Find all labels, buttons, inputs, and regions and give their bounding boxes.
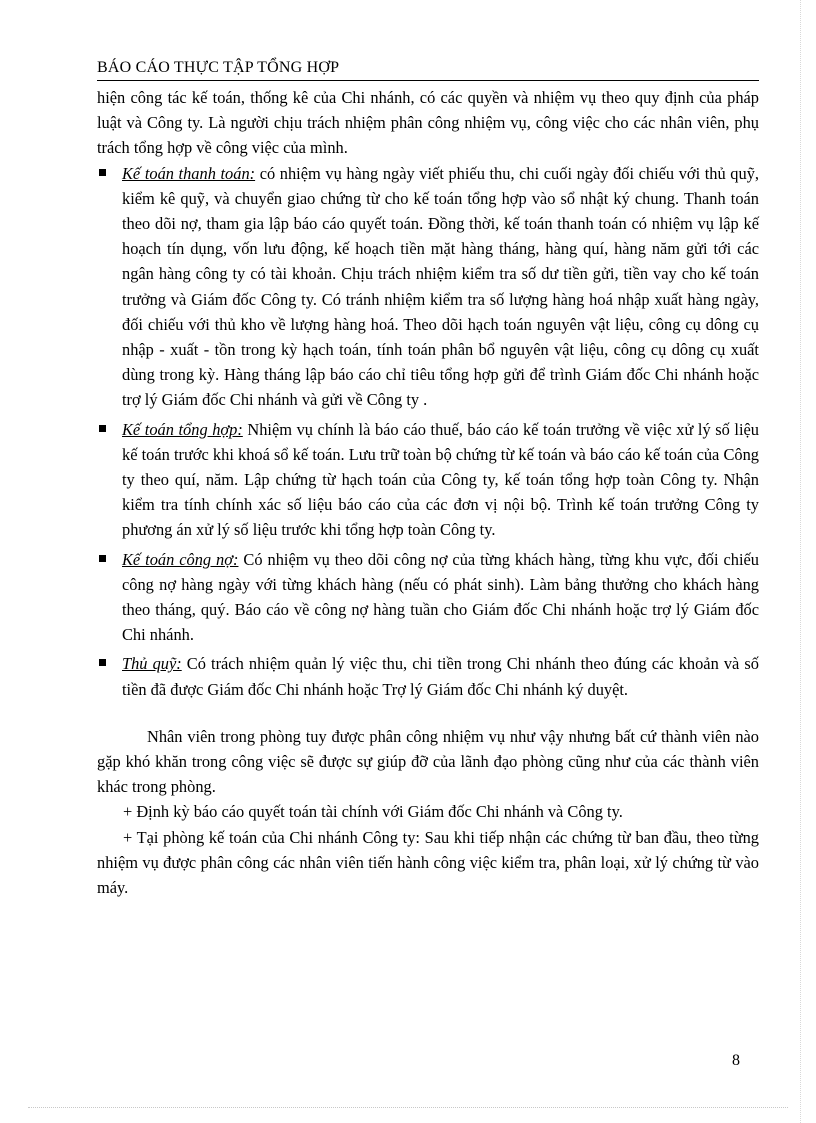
item-term: Kế toán tổng hợp: bbox=[122, 419, 243, 439]
page-content bbox=[97, 85, 759, 900]
item-term: Kế toán thanh toán: bbox=[122, 163, 256, 183]
square-bullet-icon bbox=[99, 555, 106, 562]
intro-paragraph: hiện công tác kế toán, thống kê của Chi nhánh, có các quyền và nhiệm vụ theo quy định của pháp luật và Công ty. Là người chịu trách nhiệm phân công nhiệm vụ, công việc cho các nhân viên, phụ trách tổng hợp về công việc của mình. bbox=[97, 88, 759, 158]
item-text: Nhiệm vụ chính là báo cáo thuế, báo cáo kế toán trưởng về việc xử lý số liệu kế toán trước khi khoá sổ kế toán. Lưu trữ toàn bộ chứng từ kế toán và báo cáo kế toán của Công ty theo quí, năm. Lập chứng từ hạch toán của Công ty, kế toán tổng hợp toàn Công ty. Nhận kiểm tra tính chính xác số liệu báo cáo của các đơn vị nội bộ. Trình kế toán trưởng Công ty phương án xử lý số liệu trước khi tổng hợp toàn Công ty. bbox=[122, 419, 759, 540]
list-item bbox=[97, 547, 759, 648]
list-item bbox=[97, 651, 759, 701]
square-bullet-icon bbox=[99, 659, 106, 666]
closing-point: + Định kỳ báo cáo quyết toán tài chính với Giám đốc Chi nhánh và Công ty. bbox=[123, 802, 623, 822]
closing-point: + Tại phòng kế toán của Chi nhánh Công ty: Sau khi tiếp nhận các chứng từ ban đầu, theo từng nhiệm vụ được phân công các nhân viên tiến hành công việc kiểm tra, phân loại, xử lý chứng từ vào máy. bbox=[97, 827, 759, 898]
paragraph-spacer bbox=[97, 702, 759, 724]
square-bullet-icon bbox=[99, 425, 106, 432]
list-item bbox=[97, 161, 759, 413]
page-header: BÁO CÁO THỰC TẬP TỔNG HỢP bbox=[97, 58, 759, 81]
page-number: 8 bbox=[732, 1052, 740, 1069]
closing-paragraph: Nhân viên trong phòng tuy được phân công nhiệm vụ như vậy nhưng bất cứ thành viên nào gặp khó khăn trong công việc sẽ được sự giúp đỡ của lãnh đạo phòng cũng như của các thành viên khác trong phòng. bbox=[97, 726, 759, 797]
page-break-divider bbox=[28, 1107, 788, 1108]
list-item bbox=[97, 417, 759, 543]
item-term: Thủ quỹ: bbox=[122, 654, 182, 674]
square-bullet-icon bbox=[99, 169, 106, 176]
page-edge-divider bbox=[800, 0, 801, 1123]
item-text: Có nhiệm vụ theo dõi công nợ của từng khách hàng, từng khu vực, đối chiếu công nợ hàng ngày với từng khách hàng (nếu có phát sinh). Làm bảng thưởng cho khách hàng theo tháng, quý. Báo cáo về công nợ hàng tuần cho Giám đốc Chi nhánh hoặc trợ lý Giám đốc Chi nhánh. bbox=[122, 549, 759, 645]
item-text: Có trách nhiệm quản lý việc thu, chi tiền trong Chi nhánh theo đúng các khoản và số tiền đã được Giám đốc Chi nhánh hoặc Trợ lý Giám đốc Chi nhánh ký duyệt. bbox=[122, 654, 759, 699]
item-term: Kế toán công nợ: bbox=[122, 549, 239, 569]
item-text: có nhiệm vụ hàng ngày viết phiếu thu, chi cuối ngày đối chiếu với thủ quỹ, kiểm kê quỹ, và chuyển giao chứng từ cho kế toán tổng hợp vào sổ nhật ký chung. Thanh toán theo dõi nợ, tham gia lập báo cáo quyết toán. Đồng thời, kế toán thanh toán có nhiệm vụ lập kế hoạch tín dụng, vốn lưu động, kế hoạch tiền mặt hàng tháng, hàng quí, hàng năm gửi tới các ngân hàng công ty có tài khoản. Chịu trách nhiệm kiểm tra số dư tiền gửi, tiền vay cho kế toán trưởng và Giám đốc Công ty. Có tránh nhiệm kiểm tra số lượng hàng hoá nhập xuất hàng ngày, đối chiếu với thủ kho về lượng hàng hoá. Theo dõi hạch toán nguyên vật liệu, công cụ dông cụ nhập - xuất - tồn trong kỳ hạch toán, tính toán phân bổ nguyên vật liệu, công cụ dông cụ xuất dùng trong kỳ. Hàng tháng lập báo cáo chỉ tiêu tổng hợp gửi để trình Giám đốc Chi nhánh hoặc trợ lý Giám đốc Chi nhánh và gửi về Công ty . bbox=[122, 163, 759, 410]
